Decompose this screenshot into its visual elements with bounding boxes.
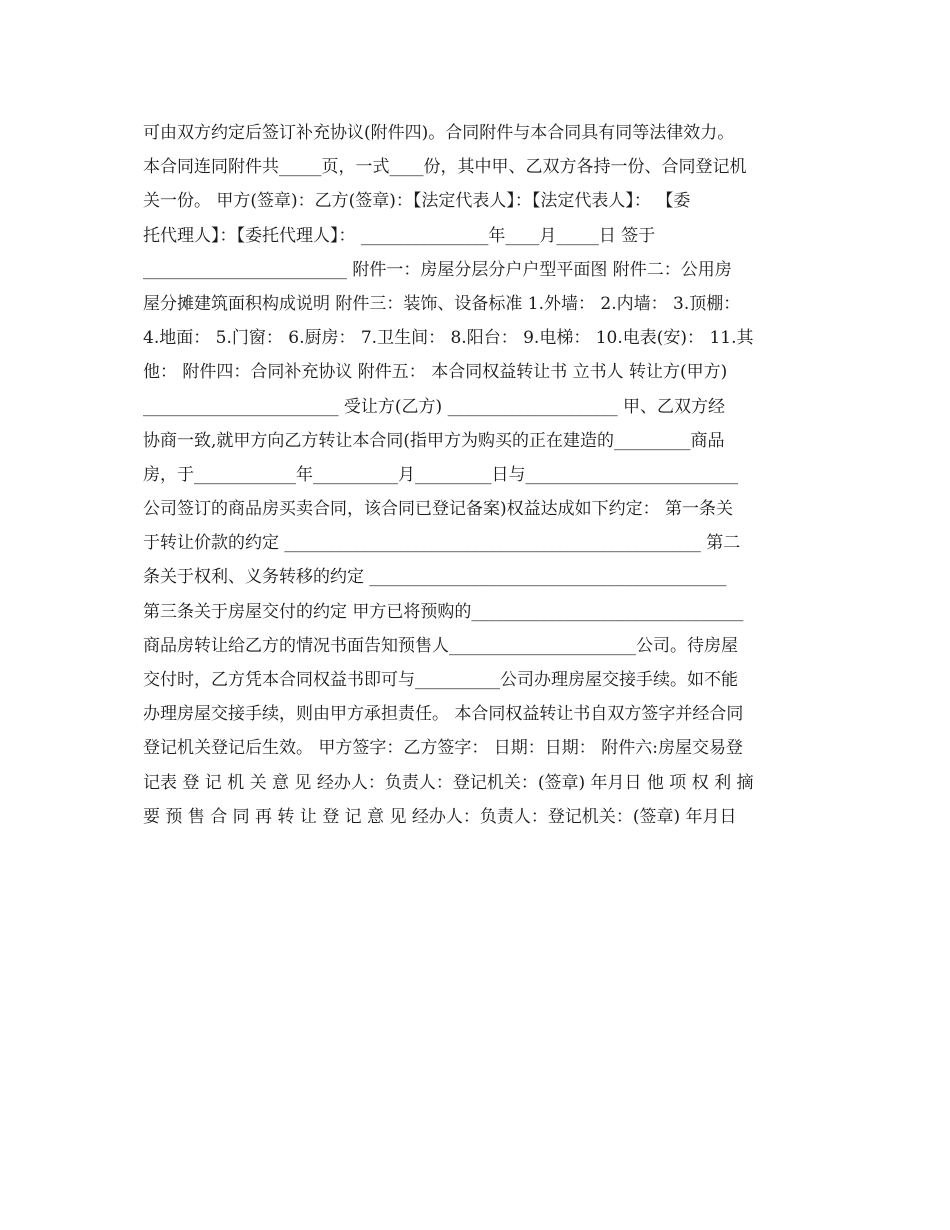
text-line-19: 登记机关登记后生效。 甲方签字：乙方签字： 日期：日期： 附件六:房屋交易登: [143, 738, 743, 759]
contract-text-body: [143, 116, 808, 834]
text-line-6: 屋分摊建筑面积构成说明 附件三：装饰、设备标准 1.外墙： 2.内墙： 3.顶棚：: [143, 293, 741, 314]
text-line-17: 交付时，乙方凭本合同权益书即可与__________公司办理房屋交接手续。如不能: [143, 670, 738, 690]
text-line-13: 于转让价款的约定 _________________________________________________ 第二: [143, 533, 741, 554]
text-line-16: 商品房转让给乙方的情况书面告知预售人______________________公司。待房屋: [143, 635, 738, 656]
text-line-14: 条关于权利、义务转移的约定 __________________________________________: [143, 567, 727, 588]
text-line-2: 本合同连同附件共_____页，一式____份，其中甲、乙双方各持一份、合同登记机: [143, 157, 747, 178]
text-line-4: 托代理人】：【委托代理人】： _______________年____月_____日 签于: [143, 225, 656, 246]
text-line-8: 他： 附件四：合同补充协议 附件五： 本合同权益转让书 立书人 转让方(甲方): [143, 362, 728, 383]
text-line-15: 第三条关于房屋交付的约定 甲方已将预购的________________________________: [143, 601, 744, 622]
text-line-9: _______________________ 受让方(乙方) ____________________ 甲、乙双方经: [143, 396, 725, 417]
text-line-18: 办理房屋交接手续，则由甲方承担责任。 本合同权益转让书自双方签字并经合同: [143, 704, 744, 725]
text-line-10: 协商一致,就甲方向乙方转让本合同(指甲方为购买的正在建造的_________商品: [143, 430, 725, 451]
text-line-12: 公司签订的商品房买卖合同，该合同已登记备案)权益达成如下约定： 第一条关: [143, 499, 734, 520]
text-line-7: 4.地面： 5.门窗： 6.厨房： 7.卫生间： 8.阳台： 9.电梯： 10.电表(安)： 11.其: [143, 328, 754, 349]
text-line-5: ________________________ 附件一：房屋分层分户户型平面图 附件二：公用房: [143, 259, 732, 280]
text-line-11: 房，于____________年__________月_________日与_________________________: [143, 464, 738, 485]
text-line-20: 记表 登 记 机 关 意 见 经办人：负责人：登记机关：(签章) 年月日 他 项 权 利 摘: [143, 772, 754, 793]
text-line-3: 关一份。 甲方(签章)：乙方(签章)：【法定代表人】：【法定代表人】： 【委: [143, 191, 691, 212]
text-line-21: 要 预 售 合 同 再 转 让 登 记 意 见 经办人：负责人：登记机关：(签章) 年月日: [143, 806, 737, 827]
text-line-1: 可由双方约定后签订补充协议(附件四)。合同附件与本合同具有同等法律效力。: [143, 123, 735, 143]
